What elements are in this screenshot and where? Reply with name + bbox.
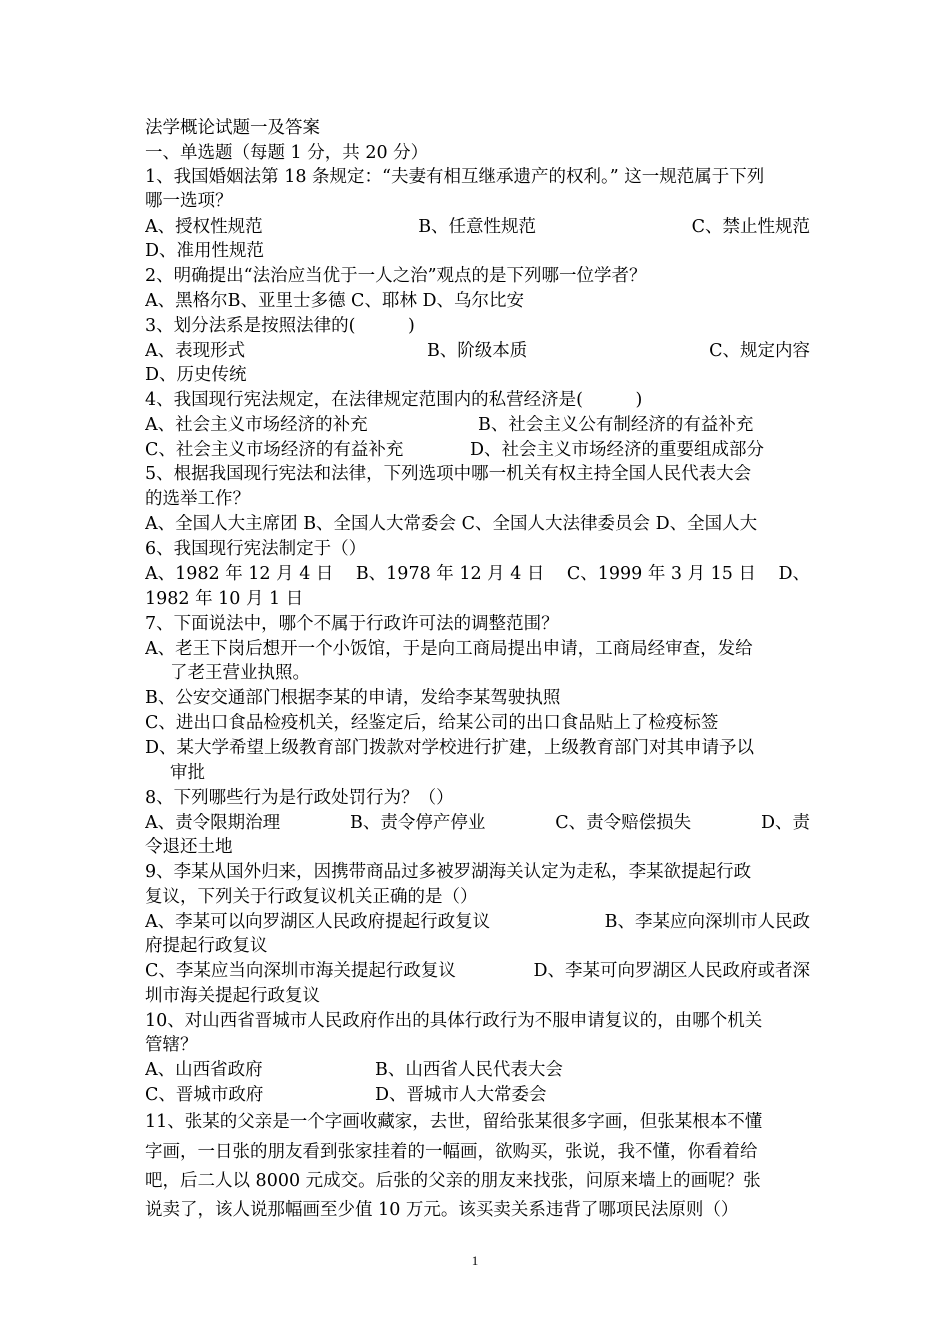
option-c: C、晋城市政府 (145, 1085, 264, 1105)
option-a: A、李某可以向罗湖区人民政府提起行政复议 (145, 912, 491, 932)
option-b: B、责令停产停业 (349, 813, 486, 833)
document-title: 法学概论试题一及答案 (145, 118, 320, 138)
option-d: D、晋城市人大常委会 (375, 1085, 547, 1105)
option-c: C、社会主义市场经济的有益补充 (145, 440, 404, 460)
question-10-options-row-2 (145, 1084, 810, 1106)
question-9-option-d-cont: 圳市海关提起行政复议 (145, 986, 320, 1006)
option-b: B、李某应向深圳市人民政 (604, 912, 810, 932)
option-d: D、 (778, 564, 810, 584)
question-2-options: A、黑格尔B、亚里士多德 C、耶林 D、乌尔比安 (145, 291, 525, 311)
question-4-stem: 4、我国现行宪法规定，在法律规定范围内的私营经济是( ) (145, 390, 643, 410)
question-4-options-row-1 (145, 414, 810, 436)
question-6-option-d-cont: 1982 年 10 月 1 日 (145, 589, 304, 609)
question-5-options: A、全国人大主席团 B、全国人大常委会 C、全国人大法律委员会 D、全国人大 (145, 514, 758, 534)
option-b: B、社会主义公有制经济的有益补充 (478, 415, 754, 435)
question-11-line-4: 说卖了，该人说那幅画至少值 10 万元。该买卖关系违背了哪项民法原则（） (145, 1200, 739, 1220)
question-2-stem: 2、明确提出“法治应当优于一人之治”观点的是下列哪一位学者？ (145, 266, 647, 286)
question-6-stem: 6、我国现行宪法制定于（） (145, 539, 367, 559)
option-a: A、山西省政府 (145, 1060, 263, 1080)
question-10-stem-cont: 管辖？ (145, 1035, 198, 1055)
question-6-options (145, 563, 810, 585)
question-9-stem-cont: 复议，下列关于行政复议机关正确的是（） (145, 887, 478, 907)
question-3-stem: 3、划分法系是按照法律的( ) (145, 316, 415, 336)
question-4-options-row-2 (145, 439, 810, 461)
option-d: D、社会主义市场经济的重要组成部分 (470, 440, 765, 460)
question-3-options (145, 340, 810, 362)
option-a: A、授权性规范 (145, 217, 263, 237)
question-9-stem: 9、李某从国外归来，因携带商品过多被罗湖海关认定为走私，李某欲提起行政 (145, 862, 752, 882)
question-10-options-row-1 (145, 1059, 810, 1081)
question-7-option-a: A、老王下岗后想开一个小饭馆，于是向工商局提出申请，工商局经审查，发给 (145, 639, 753, 659)
question-5-stem: 5、根据我国现行宪法和法律，下列选项中哪一机关有权主持全国人民代表大会 (145, 464, 752, 484)
question-11-line-3: 吧，后二人以 8000 元成交。后张的父亲的朋友来找张，问原来墙上的画呢？张 (145, 1171, 761, 1191)
question-8-options (145, 812, 810, 834)
question-1-option-d: D、准用性规范 (145, 241, 265, 261)
option-a: A、表现形式 (145, 341, 246, 361)
question-7-option-d-cont: 审批 (170, 763, 205, 783)
section-heading: 一、单选题（每题 1 分，共 20 分） (145, 143, 429, 163)
option-c: C、禁止性规范 (691, 217, 810, 237)
question-9-option-b-cont: 府提起行政复议 (145, 936, 268, 956)
question-7-option-d: D、某大学希望上级教育部门拨款对学校进行扩建，上级教育部门对其申请予以 (145, 738, 755, 758)
question-11-line-2: 字画，一日张的朋友看到张家挂着的一幅画，欲购买，张说，我不懂，你看着给 (145, 1142, 758, 1162)
option-b: B、1978 年 12 月 4 日 (355, 564, 545, 584)
option-b: B、山西省人民代表大会 (375, 1060, 563, 1080)
option-b: B、任意性规范 (418, 217, 537, 237)
option-a: A、社会主义市场经济的补充 (145, 415, 368, 435)
question-10-stem: 10、对山西省晋城市人民政府作出的具体行政行为不服申请复议的，由哪个机关 (145, 1011, 763, 1031)
question-8-option-d-cont: 令退还土地 (145, 837, 233, 857)
option-a: A、责令限期治理 (145, 813, 281, 833)
option-c: C、规定内容 (709, 341, 810, 361)
option-c: C、责令赔偿损失 (555, 813, 692, 833)
question-1-options (145, 216, 810, 238)
option-a: A、1982 年 12 月 4 日 (145, 564, 334, 584)
option-c: C、李某应当向深圳市海关提起行政复议 (145, 961, 456, 981)
question-8-stem: 8、下列哪些行为是行政处罚行为？（） (145, 788, 454, 808)
option-c: C、1999 年 3 月 15 日 (566, 564, 757, 584)
option-d: D、李某可向罗湖区人民政府或者深 (533, 961, 810, 981)
question-9-options-row-1 (145, 911, 810, 933)
question-1-stem: 1、我国婚姻法第 18 条规定：“夫妻有相互继承遗产的权利。” 这一规范属于下列 (145, 167, 765, 187)
question-3-option-d: D、历史传统 (145, 365, 247, 385)
option-d: D、责 (760, 813, 810, 833)
question-7-option-b: B、公安交通部门根据李某的申请，发给李某驾驶执照 (145, 688, 561, 708)
option-b: B、阶级本质 (426, 341, 528, 361)
page-number: 1 (471, 1253, 479, 1268)
question-11-line-1: 11、张某的父亲是一个字画收藏家，去世，留给张某很多字画，但张某根本不懂 (145, 1112, 763, 1132)
question-9-options-row-2 (145, 960, 810, 982)
question-5-stem-cont: 的选举工作？ (145, 489, 250, 509)
question-7-option-a-cont: 了老王营业执照。 (170, 663, 310, 683)
question-7-option-c: C、进出口食品检疫机关，经鉴定后，给某公司的出口食品贴上了检疫标签 (145, 713, 719, 733)
question-7-stem: 7、下面说法中，哪个不属于行政许可法的调整范围？ (145, 614, 559, 634)
question-1-stem-cont: 哪一选项？ (145, 191, 233, 211)
